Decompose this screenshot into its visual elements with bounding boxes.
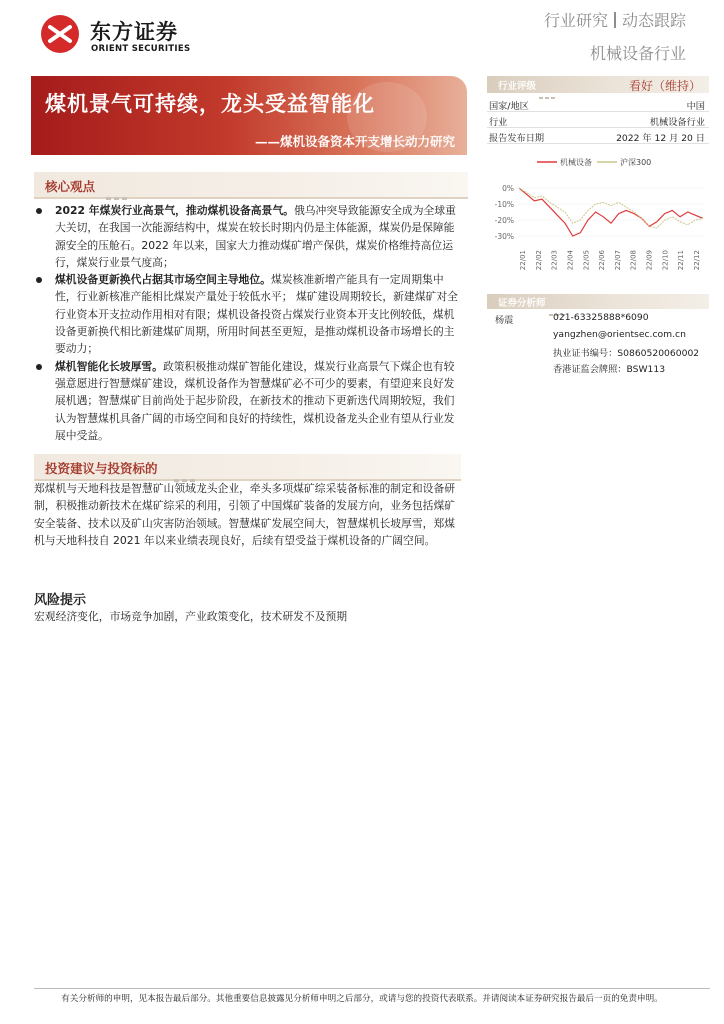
footer-divider [34, 988, 710, 989]
list-item [34, 358, 464, 444]
core-view-heading-bar [34, 172, 468, 199]
rating-value: 看好（维持） [628, 79, 701, 93]
analyst-label: 证券分析师 [498, 298, 546, 309]
chart-series [519, 188, 703, 236]
info-value: 中国 [686, 101, 705, 112]
report-industry: 机械设备行业 [589, 44, 686, 63]
series-line-1 [519, 188, 703, 228]
info-key: 行业 [489, 117, 508, 128]
x-tick-label: 22/12 [693, 250, 701, 271]
legend-series-a: 机械设备 [560, 158, 592, 167]
info-row-industry [487, 112, 709, 128]
performance-chart [487, 154, 709, 290]
x-tick-label: 22/09 [645, 250, 654, 271]
analyst-name: 杨震 [495, 315, 514, 326]
list-item [34, 271, 464, 357]
analyst-bar [487, 294, 709, 309]
y-tick-label: -20% [494, 216, 514, 225]
report-header [544, 8, 686, 64]
series-line-0 [519, 188, 703, 236]
risk-text: 宏观经济变化，市场竞争加剧，产业政策变化，技术研发不及预期 [34, 610, 348, 623]
logo-name-en: ORIENT SECURITIES [91, 44, 191, 54]
bullet-text: 政策积极推动煤矿智能化建设，煤炭行业高景气下煤企也有较强意愿进行智慧煤矿建设，煤机设备作为智慧煤矿必不可少的要素，有望迎来良好发展机遇；智慧煤矿目前尚处于起步阶段，在新技术的推动下更新迭代周期较短，我们认为智慧煤机具备广阔的市场空间和良好的持续性，煤机设备龙头企业有望从行业发展中受益。 [55, 359, 455, 442]
report-title: 煤机景气可持续，龙头受益智能化 [45, 92, 375, 116]
x-tick-label: 22/11 [677, 250, 686, 271]
info-value: 机械设备行业 [649, 117, 705, 128]
bullet-text: 煤炭核准新增产能具有一定周期集中性，行业新核准产能相比煤炭产量处于较低水平； 煤矿建设周期较长，新建煤矿对全行业资本开支拉动作用相对有限；煤机设备投资占煤炭行业资本开支比例较低，煤机设备更新换代相比新建煤矿周期，所用时间甚至更短，是推动煤机设备市场增长的主要动力； [55, 273, 458, 356]
info-key: 国家/地区 [489, 101, 529, 112]
analyst-hk-cert: 香港证监会牌照：BSW113 [553, 364, 666, 375]
bullet-text: 俄乌冲突导致能源安全成为全球重大关切，在我国一次能源结构中，煤炭在较长时期内仍是主体能源，煤炭仍是保障能源安全的压舱石。2022 年以来，国家大力推动煤矿增产保供，煤炭价格维持高位运行，煤炭行业景气度高； [55, 204, 456, 269]
info-key: 报告发布日期 [489, 133, 545, 144]
x-axis [519, 249, 701, 270]
report-category: 行业研究 [543, 11, 608, 30]
chart-grid [519, 188, 703, 236]
investment-heading-bar [34, 454, 461, 481]
analyst-email[interactable]: yangzhen@orientsec.com.cn [553, 329, 686, 340]
x-tick-label: 22/03 [550, 250, 559, 271]
rating-bar [487, 76, 709, 93]
y-tick-label: 0% [502, 184, 514, 193]
bullet-lead: 煤机设备更新换代占据其市场空间主导地位。 [55, 273, 271, 287]
y-axis [495, 184, 514, 241]
info-row-region [487, 96, 709, 112]
x-tick-label: 22/08 [629, 250, 638, 271]
bullet-lead: 煤机智能化长坡厚雪。 [55, 359, 163, 373]
core-view-list [34, 202, 464, 444]
investment-heading: 投资建议与投资标的 [45, 461, 158, 476]
report-subtitle: ——煤机设备资本开支增长动力研究 [254, 134, 455, 149]
x-tick-label: 22/01 [519, 250, 527, 271]
footer-disclaimer: 有关分析师的申明，见本报告最后部分。其他重要信息披露见分析师申明之后部分，或请与您的投资代表联系。并请阅读本证券研究报告最后一页的免责申明。 [61, 994, 663, 1004]
x-tick-label: 22/05 [582, 250, 591, 271]
analyst-cert: 执业证书编号：S0860520060002 [553, 348, 700, 359]
orient-logo-icon [40, 14, 80, 54]
info-value: 2022 年 12 月 20 日 [616, 133, 705, 144]
bullet-lead: 2022 年煤炭行业高景气，推动煤机设备高景气。 [55, 204, 294, 217]
bullet-icon [36, 364, 42, 370]
analyst-phone: 021-63325888*6090 [553, 312, 649, 323]
bullet-icon [36, 277, 42, 283]
logo-name-cn: 东方证券 [90, 20, 178, 44]
x-tick-label: 22/10 [661, 250, 670, 271]
y-tick-label: -10% [494, 200, 514, 209]
x-tick-label: 22/02 [534, 250, 543, 271]
x-tick-label: 22/06 [598, 250, 607, 271]
info-row-date [487, 128, 709, 144]
heading-dots-icon [174, 467, 204, 471]
list-item [34, 202, 464, 271]
legend-series-b: 沪深300 [620, 158, 652, 167]
x-tick-label: 22/07 [613, 250, 622, 271]
risk-heading: 风险提示 [34, 593, 87, 608]
header-separator [614, 12, 616, 28]
heading-dots-icon [106, 185, 136, 189]
title-banner [31, 76, 467, 155]
core-view-heading: 核心观点 [45, 179, 96, 194]
bullet-icon [36, 208, 42, 214]
x-tick-label: 22/04 [566, 250, 575, 271]
company-logo [40, 14, 200, 56]
chart-legend [537, 157, 651, 167]
investment-text: 郑煤机与天地科技是智慧矿山领域龙头企业，牵头多项煤矿综采装备标准的制定和设备研制，积极推动新技术在煤矿综采的利用，引领了中国煤矿装备的发展方向，业务包括煤矿安全装备、技术以及矿山灾害防治领域。智慧煤矿发展空间大，智慧煤机长坡厚雪，郑煤机与天地科技自 2021 年以来业绩表现良好，后续有望受益于煤机设备的广阔空间。 [34, 482, 456, 547]
report-type: 动态跟踪 [621, 11, 686, 30]
y-tick-label: -30% [494, 232, 514, 241]
rating-label: 行业评级 [498, 81, 537, 92]
